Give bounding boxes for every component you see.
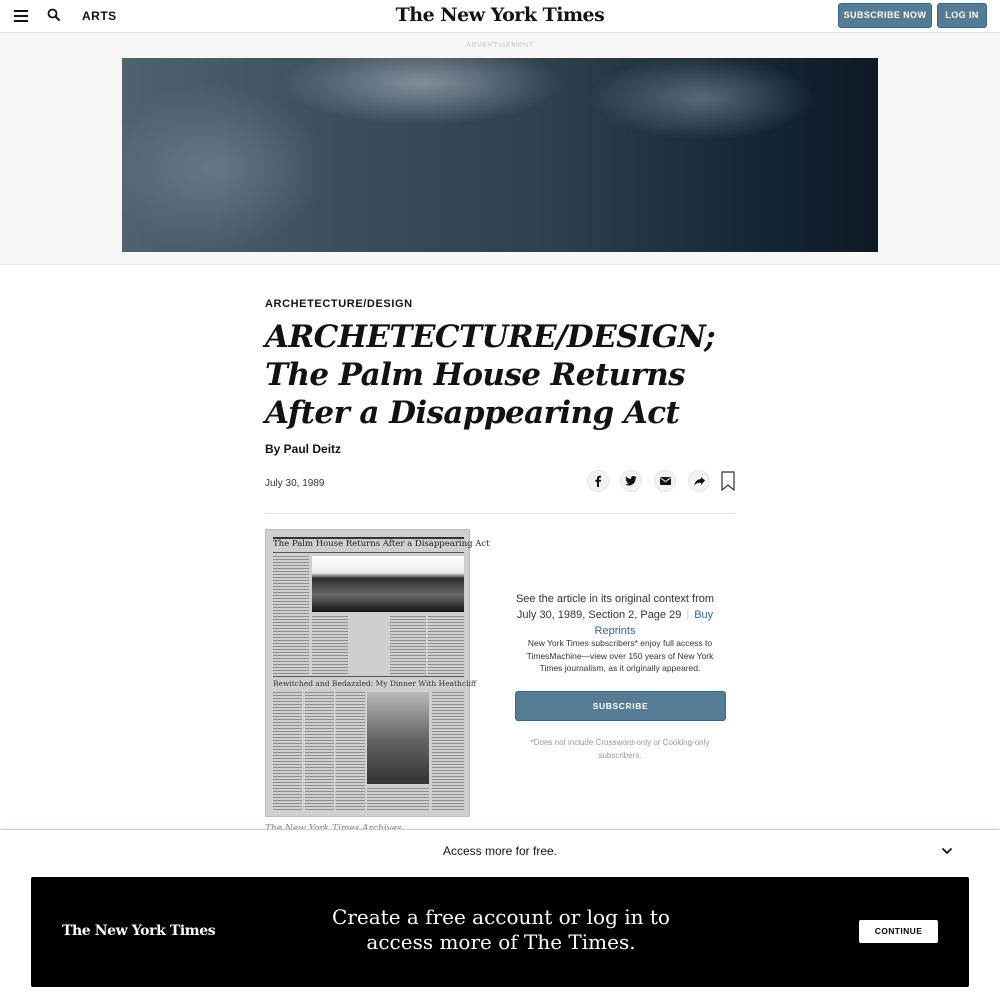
archive-context-line1: See the article in its original context from <box>515 593 715 605</box>
scan-text-column <box>336 692 365 810</box>
article-headline: ARCHETECTURE/DESIGN; The Palm House Returns After a Disappearing Act <box>265 319 716 431</box>
top-bar <box>0 0 1000 33</box>
ad-container <box>0 33 1000 265</box>
subscription-footnote: *Does not include Crossword-only or Cooking-only subscribers. <box>530 738 710 760</box>
facebook-share-button[interactable] <box>587 470 609 492</box>
scan-text-column <box>390 616 426 674</box>
email-icon <box>660 477 671 485</box>
log-in-button[interactable]: LOG IN <box>937 3 987 28</box>
gateway-panel <box>31 877 969 987</box>
scan-headline: The Palm House Returns After a Disappearing Act <box>273 539 490 549</box>
email-share-button[interactable] <box>654 470 676 492</box>
article-date: July 30, 1989 <box>265 478 325 489</box>
article-divider <box>265 513 735 514</box>
article-byline: By Paul Deitz <box>265 442 342 456</box>
scan-rule <box>273 676 464 677</box>
continue-button[interactable]: CONTINUE <box>859 920 938 943</box>
chevron-down-icon[interactable] <box>941 846 953 856</box>
scan-text-column <box>432 692 464 810</box>
buy-reprints-link[interactable]: Buy Reprints <box>594 609 714 637</box>
twitter-icon <box>625 476 637 486</box>
archive-context <box>495 591 735 639</box>
archive-context-line2: July 30, 1989, Section 2, Page 29 <box>516 609 682 621</box>
scan-text-column <box>428 616 464 674</box>
registration-gateway <box>0 829 1000 1000</box>
separator: | <box>686 609 690 621</box>
facebook-icon <box>594 475 602 487</box>
scan-rule <box>273 552 464 553</box>
bookmark-icon[interactable] <box>721 471 735 491</box>
scan-text-column <box>367 788 429 810</box>
ad-image[interactable] <box>122 58 878 252</box>
scan-second-headline: Bewitched and Bedazzled: My Dinner With Heathcliff <box>273 679 477 688</box>
scan-text-column <box>305 692 334 810</box>
more-share-button[interactable] <box>688 470 710 492</box>
ad-label: ADVERTISEMENT <box>466 42 534 49</box>
archive-page-scan[interactable] <box>265 529 490 817</box>
timesmachine-note: New York Times subscribers* enjoy full access to TimesMachine—view over 150 years of New York Times journalism, as it originally appeared. <box>526 638 714 673</box>
section-label[interactable]: ARTS <box>82 9 117 23</box>
gateway-title: Access more for free. <box>442 844 558 858</box>
archive-context-line2-row <box>495 607 735 639</box>
gateway-logo: The New York Times <box>62 923 216 939</box>
scan-photo-portrait <box>367 692 429 784</box>
archive-subscribe-button[interactable]: SUBSCRIBE <box>515 691 726 721</box>
article-kicker[interactable]: ARCHETECTURE/DESIGN <box>265 298 413 310</box>
scan-photo <box>312 556 464 612</box>
twitter-share-button[interactable] <box>620 470 642 492</box>
scan-text-column <box>273 556 309 674</box>
masthead-logo[interactable]: The New York Times <box>395 4 605 26</box>
share-icon <box>694 477 705 486</box>
scan-text-column <box>312 616 348 674</box>
subscribe-now-button[interactable]: SUBSCRIBE NOW <box>838 3 932 28</box>
gateway-message: Create a free account or log in to access more of The Times. <box>332 905 670 954</box>
scan-text-column <box>273 692 302 810</box>
